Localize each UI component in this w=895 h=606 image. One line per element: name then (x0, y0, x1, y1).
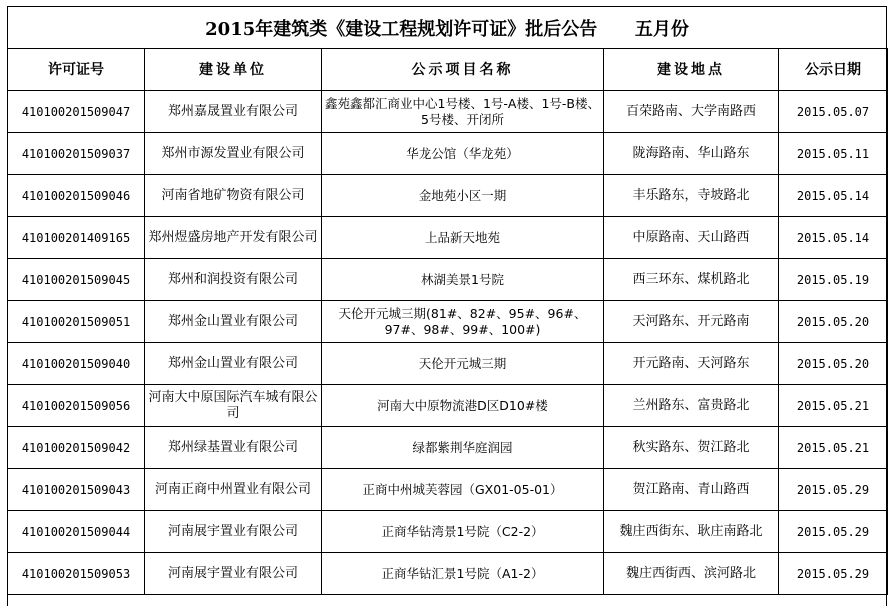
location-cell: 秋实路东、贺江路北 (604, 427, 779, 469)
table-row (8, 259, 888, 301)
construction-unit-cell: 郑州嘉晟置业有限公司 (145, 91, 322, 133)
project-name-cell: 绿都紫荆华庭润园 (322, 427, 604, 469)
permit-number-cell: 410100201509040 (8, 343, 145, 385)
location-cell: 中原路南、天山路西 (604, 217, 779, 259)
permit-number-cell: 410100201509042 (8, 427, 145, 469)
location-cell: 开元路南、天河路东 (604, 343, 779, 385)
table-row (8, 133, 888, 175)
location-cell: 西三环东、煤机路北 (604, 259, 779, 301)
project-name-cell: 天伦开元城三期 (322, 343, 604, 385)
permit-number-cell: 410100201509053 (8, 553, 145, 595)
construction-unit-cell: 河南展宇置业有限公司 (145, 553, 322, 595)
location-cell: 天河路东、开元路南 (604, 301, 779, 343)
column-header-unit: 建设单位 (145, 49, 322, 91)
table-row (8, 343, 888, 385)
project-name-cell: 华龙公馆（华龙苑） (322, 133, 604, 175)
construction-unit-cell: 河南正商中州置业有限公司 (145, 469, 322, 511)
publish-date-cell: 2015.05.14 (779, 175, 888, 217)
project-name-cell: 上品新天地苑 (322, 217, 604, 259)
permit-number-cell: 410100201509051 (8, 301, 145, 343)
location-cell: 魏庄西街东、耿庄南路北 (604, 511, 779, 553)
project-name-cell: 林湖美景1号院 (322, 259, 604, 301)
table-row (8, 511, 888, 553)
permit-number-cell: 410100201409165 (8, 217, 145, 259)
table-row (8, 301, 888, 343)
location-cell: 百荣路南、大学南路西 (604, 91, 779, 133)
publish-date-cell: 2015.05.21 (779, 385, 888, 427)
publish-date-cell: 2015.05.20 (779, 343, 888, 385)
permit-number-cell: 410100201509045 (8, 259, 145, 301)
column-header-location: 建设地点 (604, 49, 779, 91)
construction-unit-cell: 郑州和润投资有限公司 (145, 259, 322, 301)
permit-number-cell: 410100201509043 (8, 469, 145, 511)
header-row (8, 49, 888, 91)
construction-unit-cell: 郑州煜盛房地产开发有限公司 (145, 217, 322, 259)
permit-number-cell: 410100201509056 (8, 385, 145, 427)
permit-table (7, 48, 888, 595)
construction-unit-cell: 河南大中原国际汽车城有限公司 (145, 385, 322, 427)
permit-number-cell: 410100201509046 (8, 175, 145, 217)
publish-date-cell: 2015.05.29 (779, 511, 888, 553)
publish-date-cell: 2015.05.07 (779, 91, 888, 133)
construction-unit-cell: 郑州金山置业有限公司 (145, 343, 322, 385)
project-name-cell: 正商华钻汇景1号院（A1-2） (322, 553, 604, 595)
publish-date-cell: 2015.05.19 (779, 259, 888, 301)
permit-number-cell: 410100201509047 (8, 91, 145, 133)
project-name-cell: 鑫苑鑫都汇商业中心1号楼、1号-A楼、1号-B楼、5号楼、开闭所 (322, 91, 604, 133)
project-name-cell: 河南大中原物流港D区D10#楼 (322, 385, 604, 427)
construction-unit-cell: 郑州金山置业有限公司 (145, 301, 322, 343)
location-cell: 兰州路东、富贵路北 (604, 385, 779, 427)
publish-date-cell: 2015.05.21 (779, 427, 888, 469)
table-row (8, 553, 888, 595)
publish-date-cell: 2015.05.11 (779, 133, 888, 175)
table-row (8, 469, 888, 511)
column-header-date: 公示日期 (779, 49, 888, 91)
column-header-permit: 许可证号 (8, 49, 145, 91)
publish-date-cell: 2015.05.20 (779, 301, 888, 343)
location-cell: 魏庄西街西、滨河路北 (604, 553, 779, 595)
table-row (8, 385, 888, 427)
permit-number-cell: 410100201509044 (8, 511, 145, 553)
table-row (8, 91, 888, 133)
table-row (8, 175, 888, 217)
construction-unit-cell: 郑州市源发置业有限公司 (145, 133, 322, 175)
page-title: 2015年建筑类《建设工程规划许可证》批后公告 五月份 (205, 19, 689, 40)
project-name-cell: 正商中州城芙蓉园（GX01-05-01） (322, 469, 604, 511)
location-cell: 贺江路南、青山路西 (604, 469, 779, 511)
publish-date-cell: 2015.05.14 (779, 217, 888, 259)
construction-unit-cell: 郑州绿基置业有限公司 (145, 427, 322, 469)
table-row (8, 217, 888, 259)
publish-date-cell: 2015.05.29 (779, 553, 888, 595)
construction-unit-cell: 河南省地矿物资有限公司 (145, 175, 322, 217)
column-header-project: 公示项目名称 (322, 49, 604, 91)
project-name-cell: 天伦开元城三期(81#、82#、95#、96#、97#、98#、99#、100#) (322, 301, 604, 343)
location-cell: 陇海路南、华山路东 (604, 133, 779, 175)
permit-number-cell: 410100201509037 (8, 133, 145, 175)
location-cell: 丰乐路东，寺坡路北 (604, 175, 779, 217)
project-name-cell: 金地苑小区一期 (322, 175, 604, 217)
project-name-cell: 正商华钻湾景1号院（C2-2） (322, 511, 604, 553)
construction-unit-cell: 河南展宇置业有限公司 (145, 511, 322, 553)
table-row (8, 427, 888, 469)
publish-date-cell: 2015.05.29 (779, 469, 888, 511)
